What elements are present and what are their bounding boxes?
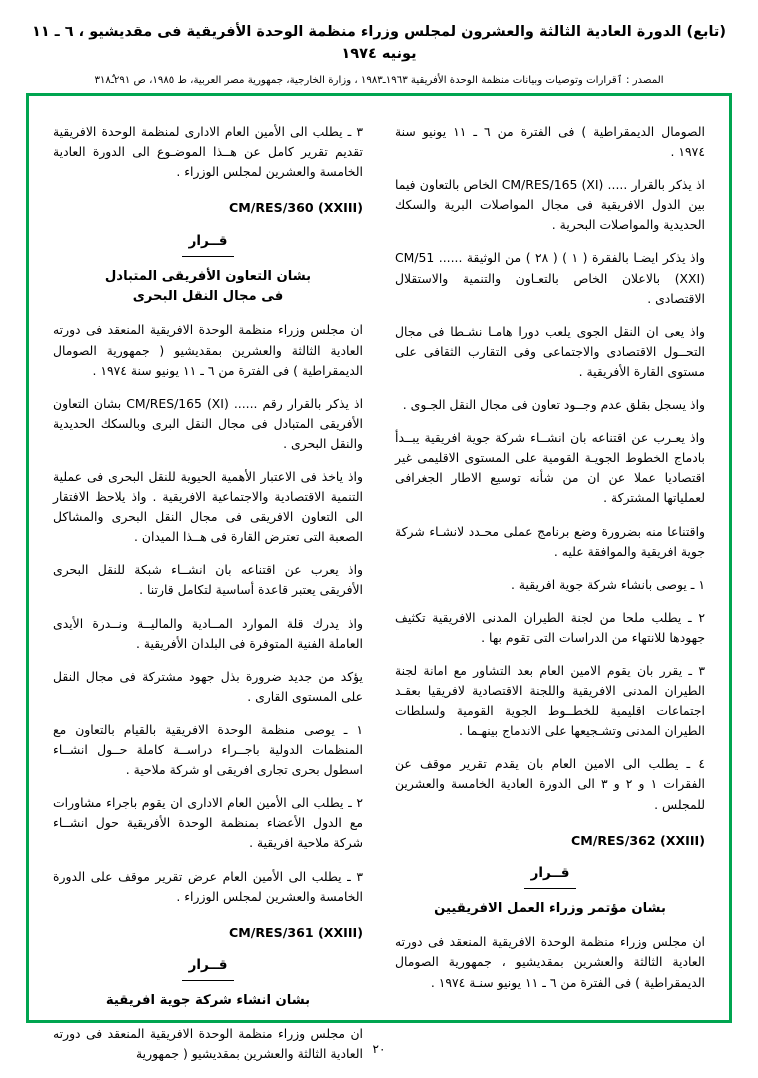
- header-title: (تابع) الدورة العادية الثالثة والعشرون لمجلس وزراء منظمة الوحدة الأفريقية فى مقديشيو ، ٦ ـ ١١ يونيه ١٩٧٤: [32, 24, 726, 62]
- paragraph: الصومال الديمقراطية ) فى الفترة من ٦ ـ ١١ يونيو سنة ١٩٧٤ .: [395, 124, 705, 160]
- paragraph: ان مجلس وزراء منظمة الوحدة الافريقية المنعقد فى دورته العادية الثالثة والعشرين بمقديشيو ، جمهورية الصومال الديمقراطية ) فى الفترة من ٦ ـ ١١ يونيو سنـة ١٩٧٤ .: [395, 934, 705, 990]
- resolution-heading: قــرار: [188, 957, 228, 974]
- paragraph: اذ يذكر بالقرار رقم ...... CM/RES/165 (XI) بشان التعاون الأفريقى المتبادل فى مجال النقل البرى وبالسكك الحديدية والنقل البحرى .: [53, 395, 364, 451]
- resolution-heading: قــرار: [530, 865, 570, 882]
- heading-underline: [524, 888, 576, 889]
- header-source: المصدر : ٱقرارات وتوصيات وبيانات منظمة الوحدة الأفريقية ١٩٦٣ـ١٩٨٣ ، وزارة الخارجية، جمهورية مصر العربية، ط ١٩٨٥، ص ٢٩١ـ٣١٨ٌ: [94, 74, 664, 86]
- paragraph: ٣ ـ يطلب الى الأمين العام عرض تقرير موقف على الدورة الخامسة والعشرين لمجلس الوزراء .: [53, 868, 363, 904]
- paragraph: واذ يعـرب عن اقتناعه بان انشــاء شركة جوية افريقية يبــدأ بادماج الخطوط الجويـة القومية على المستوى الاقليمى غير اقتصاديا عملا عن ان من شأنه توسيع الاطار الجغرافى لعملياتها المشتركة .: [395, 430, 705, 506]
- paragraph: واقتناعا منه بضرورة وضع برنامج عملى محـدد لانشـاء شركة جوية افريقية والموافقة عليه .: [395, 523, 705, 559]
- resolution-heading: قــرار: [188, 232, 228, 249]
- resolution-code: CM/RES/362 (XXIII): [570, 832, 705, 848]
- paragraph: واذ ياخذ فى الاعتبار الأهمية الحيوية للنقل البحرى فى عملية التنمية الاقتصادية والاجتماعية الافريقية . واذ يلاحظ الافتقار الى التعاون الافريقى فى مجال النقل البحرى والمشاكل الصعبة التى تعترض القارة فى هــذا الميدان .: [53, 469, 363, 545]
- paragraph: ان مجلس وزراء منظمة الوحدة الافريقية المنعقد فى دورته العادية الثالثة والعشرين بمقديشيو ( جمهورية: [53, 1026, 363, 1062]
- paragraph: ٢ ـ يطلب ملحا من لجنة الطيران المدنى الافريقية تكثيف جهودها للانتهاء من الدراسات التى تقوم بها .: [395, 609, 705, 645]
- paragraph: واذ يعى ان النقل الجوى يلعب دورا هامـا نشـطا فى مجال التحــول الاقتصادى والاجتماعى وفى التقارب الثقافى على مستوى القارة الأفريقية .: [395, 323, 705, 379]
- paragraph: ٤ ـ يطلب الى الامين العام بان يقدم تقرير موقف عن الفقرات ١ و ٢ و ٣ الى الدورة العادية الخامسة والعشرين للمجلس .: [395, 756, 705, 812]
- paragraph: ١ ـ يوصى بانشاء شركة جوية افريقية .: [510, 576, 705, 592]
- page-number: ٢٠: [372, 1042, 386, 1056]
- heading-underline: [182, 980, 234, 981]
- heading-underline: [182, 256, 234, 257]
- paragraph: واذ يدرك قلة الموارد المــادية والماليــة ونــدرة الأيدى العاملة الفنية المتوفرة فى البلدان الأفريقية .: [53, 615, 363, 651]
- paragraph: اذ يذكر بالقرار ..... CM/RES/165 (XI) الخاص بالتعاون فيما بين الدول الافريقية فى مجال المواصلات البرية والسكك الحديدية والمواصلات البحرية .: [395, 177, 705, 233]
- paragraph: واذ يعرب عن اقتناعه بان انشــاء شبكة للنقل البحرى الأفريقى يعتبر قاعدة أساسية لتكامل قارتنا .: [53, 562, 363, 598]
- resolution-title: بشان انشاء شركة جوية افريقية: [105, 992, 311, 1008]
- column-right: [379, 122, 705, 1010]
- paragraph: ٣ ـ يقرر بان يقوم الامين العام بعد التشاور مع امانة لجنة الطيران المدنى الافريقية واللجنة الاقتصادية لافريقيا بعقـد اجتماعات اقليمية للخطــوط الجوية القومية ولسلطات الطيران المدنى وتشـجيعها على الاندماج بينهـما .: [395, 662, 705, 739]
- page-header: [0, 0, 758, 88]
- paragraph: يؤكد من جديد ضرورة بذل جهود مشتركة فى مجال النقل على المستوى القارى .: [53, 668, 363, 704]
- resolution-title: بشان مؤتمر وزراء العمل الافريقيين: [434, 900, 666, 916]
- resolution-code: CM/RES/361 (XXIII): [228, 924, 363, 940]
- resolution-title: بشان التعاون الأفريقى المتبادل فى مجال النقل البحرى: [104, 268, 312, 304]
- paragraph: ان مجلس وزراء منظمة الوحدة الافريقية المنعقد فى دورته العادية الثالثة والعشرين بمقديشيو ( جمهورية الصومال الديمقراطية ) فى الفترة من ٦ ـ ١١ يونيو سنة ١٩٧٤ .: [53, 322, 363, 378]
- paragraph: ٢ ـ يطلب الى الأمين العام الادارى ان يقوم باجراء مشاورات مع الدول الأعضاء بمنظمة الوحدة الأفريقية حول انشــاء شركة ملاحية افريقية .: [53, 795, 363, 851]
- paragraph: واذ يسجل بقلق عدم وجــود تعاون فى مجال النقل الجـوى .: [402, 397, 705, 413]
- resolution-code: CM/RES/360 (XXIII): [228, 200, 363, 216]
- paragraph: ١ ـ يوصى منظمة الوحدة الافريقية بالقيام بالتعاون مع المنظمات الدولية باجــراء دراســة كاملة حــول انشــاء اسطول بحرى تجارى افريقى او شركة ملاحية .: [53, 721, 363, 778]
- paragraph: ٣ ـ يطلب الى الأمين العام الادارى لمنظمة الوحدة الافريقية تقديم تقرير كامل عن هــذا الموضـوع الى الدورة العادية الخامسة والعشرين لمجلس الوزراء .: [53, 124, 363, 180]
- paragraph: واذ يذكر ايضـا بالفقرة ( ١ ) ( ٢٨ ) من الوثيقة ...... CM/51 (XXI) بالاعلان الخاص بالتعـاون والتنمية والاستقلال الاقتصادى .: [395, 250, 705, 306]
